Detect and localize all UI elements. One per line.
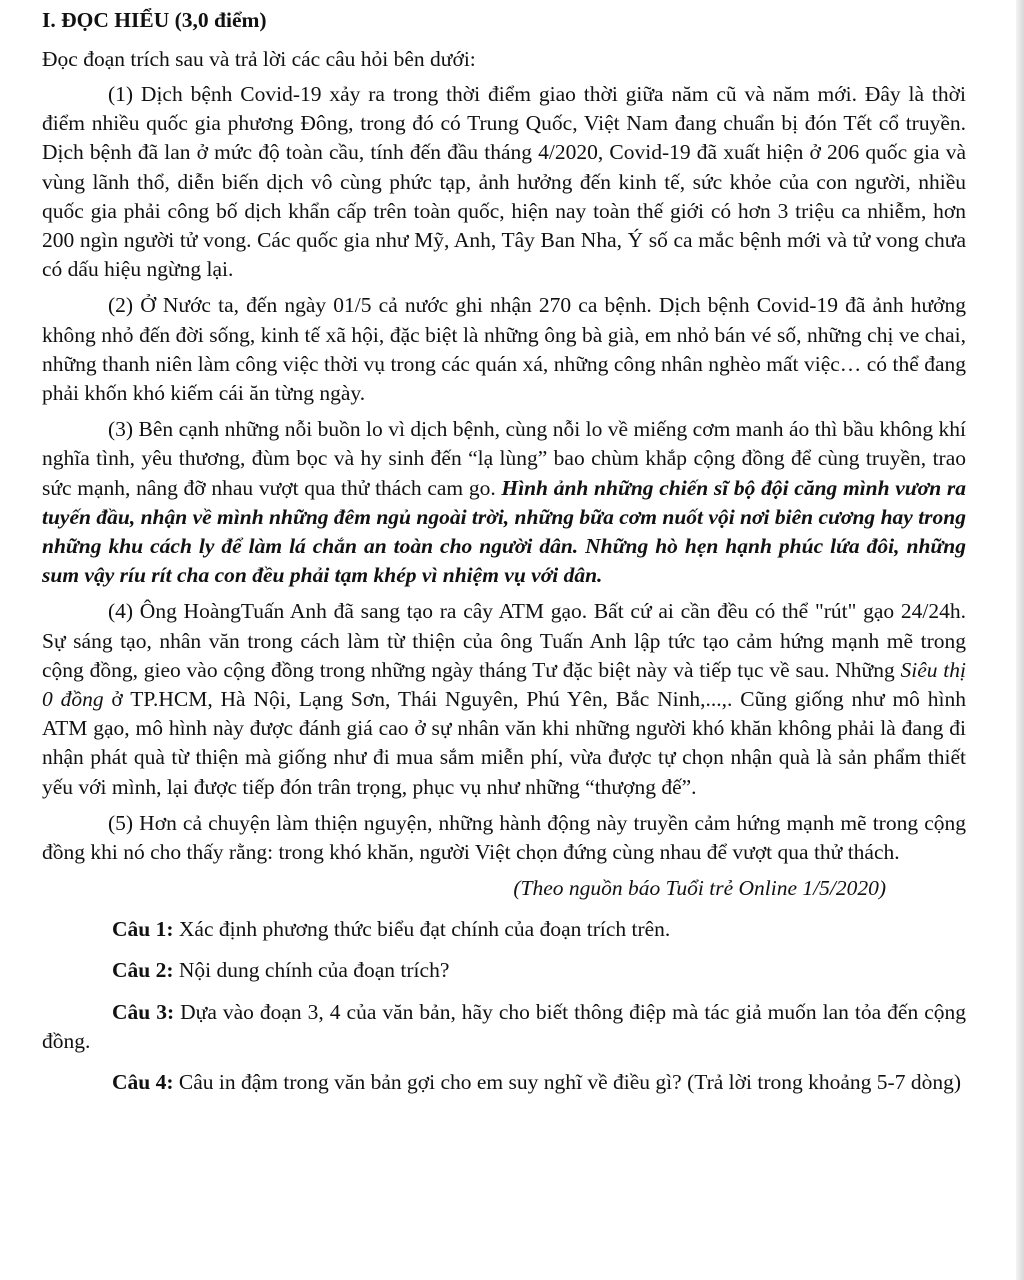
paragraph-3-normal-text: (3) Bên cạnh những nỗi buồn lo vì dịch bệnh, cùng nỗi lo về miếng cơm manh áo thì bầu không khí nghĩa tình, yêu thương, đùm bọc và hy sinh đến “lạ lùng” bao chùm khắp cộng đồng để cùng truyền, trao sức mạnh, nâng đỡ nhau vượt qua thử thách cam go. [42,417,966,500]
question-4-label: Câu 4: [112,1070,174,1095]
page-edge-shadow [1016,0,1024,1280]
question-1-text: Xác định phương thức biểu đạt chính của đoạn trích trên. [173,917,671,942]
passage-paragraph-2: (2) Ở Nước ta, đến ngày 01/5 cả nước ghi nhận 270 ca bệnh. Dịch bệnh Covid-19 đã ảnh hưởng không nhỏ đến đời sống, kinh tế xã hội, đặc biệt là những ông bà già, em nhỏ bán vé số, những chị ve chai, những thanh niên làm công việc thời vụ trong các quán xá, những công nhân nghèo mất việc… có thể đang phải khốn khó kiếm cái ăn từng ngày. [42,293,966,406]
passage-paragraph-3 [42,415,966,590]
question-3 [42,998,966,1056]
instruction-text: Đọc đoạn trích sau và trả lời các câu hỏi bên dưới: [42,47,476,71]
question-2-text: Nội dung chính của đoạn trích? [173,958,450,983]
question-4-text: Câu in đậm trong văn bản gợi cho em suy nghĩ về điều gì? (Trả lời trong khoảng 5-7 dòng) [173,1070,961,1095]
question-4 [42,1068,966,1097]
question-3-text: Dựa vào đoạn 3, 4 của văn bản, hãy cho biết thông điệp mà tác giả muốn lan tỏa đến cộng đồng. [42,999,966,1053]
paragraph-3-bold-sentence: Hình ảnh những chiến sĩ bộ đội căng mình vươn ra tuyến đầu, nhận về mình những đêm ngủ ngoài trời, những bữa cơm nuốt vội nơi biên cương hay trong những khu cách ly để làm lá chắn an toàn cho người dân. Những hò hẹn hạnh phúc lứa đôi, những sum vậy ríu rít cha con đều phải tạm khép vì nhiệm vụ với dân. [42,475,966,588]
passage-paragraph-4 [42,597,966,801]
question-3-label: Câu 3: [112,999,175,1024]
question-1 [42,915,966,944]
section-title: I. ĐỌC HIỂU (3,0 điểm) [42,8,267,32]
paragraph-4-italic-term: Siêu thị 0 đồng [42,657,967,712]
question-2-label: Câu 2: [112,958,174,983]
question-1-label: Câu 1: [112,917,174,942]
paragraph-4-text-b: ở TP.HCM, Hà Nội, Lạng Sơn, Thái Nguyên, Phú Yên, Bắc Ninh,...,. Cũng giống như mô hình ATM gạo, mô hình này được đánh giá cao ở sự nhân văn khi những người khó khăn không phải là đang đi nhận phát quà từ thiện mà giống như đi mua sắm miễn phí, vừa được tự chọn nhận quà là sản phẩm thiết yếu với mình, lại được tiếp đón trân trọng, phục vụ như những “thượng đế”. [42,687,966,799]
question-2 [42,956,966,985]
source-citation: (Theo nguồn báo Tuổi trẻ Online 1/5/2020) [513,876,886,901]
paragraph-4-text-a: (4) Ông HoàngTuấn Anh đã sang tạo ra cây ATM gạo. Bất cứ ai cần đều có thể "rút" gạo 24/24h. Sự sáng tạo, nhân văn trong cách làm từ thiện của ông Tuấn Anh lập tức tạo cảm hứng mạnh mẽ trong cộng đồng, gieo vào cộng đồng trong những ngày tháng Tư đặc biệt này và tiếp tục về sau. Những [42,599,966,682]
passage-paragraph-5: (5) Hơn cả chuyện làm thiện nguyện, những hành động này truyền cảm hứng mạnh mẽ trong cộng đồng khi nó cho thấy rằng: trong khó khăn, người Việt chọn đứng cùng nhau để vượt qua thử thách. [42,810,966,865]
passage-paragraph-1: (1) Dịch bệnh Covid-19 xảy ra trong thời điểm giao thời giữa năm cũ và năm mới. Đây là thời điểm nhiều quốc gia phương Đông, trong đó có Trung Quốc, Việt Nam đang chuẩn bị đón Tết cổ truyền. Dịch bệnh đã lan ở mức độ toàn cầu, tính đến đầu tháng 4/2020, Covid-19 đã xuất hiện ở 206 quốc gia và vùng lãnh thổ, diễn biến dịch vô cùng phức tạp, ảnh hưởng đến kinh tế, sức khỏe của con người, nhiều quốc gia phải công bố dịch khẩn cấp trên toàn quốc, hiện nay toàn thế giới có hơn 3 triệu ca nhiễm, hơn 200 ngìn người tử vong. Các quốc gia như Mỹ, Anh, Tây Ban Nha, Ý số ca mắc bệnh mới và tử vong chưa có dấu hiệu ngừng lại. [42,82,966,282]
